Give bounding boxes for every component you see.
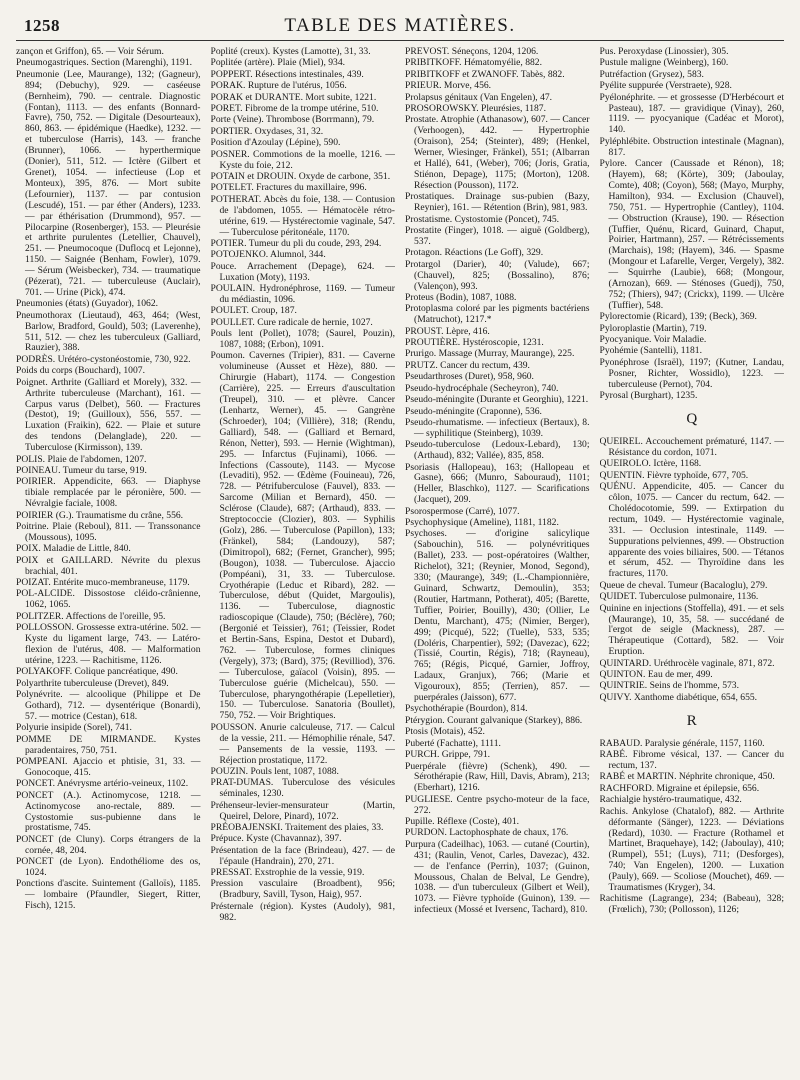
index-entry: POULET. Croup, 187.	[210, 305, 297, 317]
index-entry: Ptérygion. Courant galvanique (Starkey), 886.	[405, 714, 583, 726]
index-entry: Pyrosal (Burghart), 1235.	[599, 390, 698, 402]
index-entry: Psychothérapie (Bourdon), 814.	[405, 703, 528, 715]
index-entry: Psorospermose (Carré), 1077.	[405, 505, 520, 517]
index-entry: Pyonéphrose (Israël), 1197; (Kutner, Landau, Posner, Richter, Wossidlo), 1223. — tuberculeuse (Pernot), 704.	[599, 356, 784, 390]
index-entry: QUINTARD. Uréthrocèle vaginale, 871, 872.	[599, 657, 775, 669]
index-entry: PRAT-DUMAS. Tuberculose des vésicules séminales, 1230.	[210, 777, 395, 800]
index-entry: PRESSAT. Exstrophie de la vessie, 919.	[210, 867, 365, 879]
index-entry: POTIER. Tumeur du pli du coude, 293, 294.	[210, 237, 382, 249]
index-column-2	[211, 47, 396, 1067]
index-entry: PROSOROWSKY. Pleurésies, 1187.	[405, 103, 546, 115]
index-entry: RACHFORD. Migraine et épilepsie, 656.	[599, 782, 760, 794]
index-entry: Ponctions d'ascite. Suintement (Galloïs), 1185. — lombaire (Pfaundler, Siegert, Ritter, Fisch), 1215.	[16, 878, 201, 912]
index-entry: Poitrine. Plaie (Reboul), 811. — Transsonance (Moussous), 1095.	[16, 520, 201, 543]
index-column-3	[405, 47, 590, 1067]
index-entry: QUINTON. Eau de mer, 499.	[599, 669, 713, 681]
running-title: TABLE DES MATIÈRES.	[284, 15, 516, 36]
index-entry: Pneumonies (états) (Guyador), 1062.	[16, 298, 159, 310]
index-entry: Prostatite (Finger), 1018. — aiguë (Goldberg), 537.	[405, 225, 590, 247]
index-entry: POTAIN et DROUIN. Oxyde de carbone, 351.	[210, 170, 391, 182]
index-entry: Position d'Azoulay (Lépine), 590.	[210, 137, 341, 149]
index-entry: Puberté (Fachatte), 1111.	[405, 737, 501, 749]
index-entry: Psychoses. — d'origine salicylique (Sabouchin), 516. — polynévritiques (Ballet), 233. — post-opératoires (Walther, Richelot), 321; (Reynier, Monod, Segond), 330; (Maurange), 349; (L.-Championnière, Guinard, Schwartz, Demoulin), 353; (Routier, Hartmann, Potherat), 405; (Barette, Tuffier, Poirier, Bouilly), 430; (Ollier, Le Dentu, Marchant), 475; (Nimier, Berger), 499; (Picqué), 522; (Tuelle), 533, 535; (Doléris, Charpentier), 592; (Davezac), 622; (Tissié, Courtin, Régis), 718; (Rayneau), 765; (Régis, Picqué, Garnier, Joffroy, Ladaux, Granjux), 766; (Marie et Vigouroux), 855; (Terrien), 857. — puerpérales (Jaisson), 677.	[405, 528, 590, 704]
index-entry: Poplité (creux). Kystes (Lamotte), 31, 33.	[210, 47, 371, 57]
index-entry: Prostate. Atrophie (Athanasow), 607. — Cancer (Verhoogen), 442. — Hypertrophie (Oraison), 254; (Steinter), 489; (Henkel, Werner, Wiesinger, Fränkel), 551; (Albarran et Hallé), 641, (Weber), 706; (Joris, Gratia, Stiénon, Depage), 1175; (Morton), 1208. Résection (Pousson), 1172.	[405, 114, 590, 191]
index-entry: POLITZER. Affections de l'oreille, 95.	[16, 610, 166, 622]
index-entry: Présentation de la face (Brindeau), 427. — de l'épaule (Handrain), 270, 271.	[210, 844, 395, 867]
index-entry: QUÉNU. Appendicite, 405. — Cancer du côlon, 1075. — Cancer du rectum, 642. — Cholédocotomie, 599. — Extirpation du rectum, 1049. — Hystérectomie vaginale, 331. — Occlusion intestinale, 1149. — Suppurations pelviennes, 499. — Obstruction apparente des voies biliaires, 500. — Tétanos et sérum, 452. — Thyroïdine dans les fractures, 1170.	[599, 481, 784, 580]
index-entry: Pyloroplastie (Martin), 719.	[599, 322, 707, 334]
index-entry: Pseudo-tuberculose (Ledoux-Lebard), 130; (Arthaud), 832; Vallée), 835, 858.	[405, 439, 590, 462]
index-entry: Polyarthrite tuberculeuse (Drevet), 849.	[16, 677, 169, 689]
index-entry: Pupille. Réflexe (Coste), 401.	[405, 816, 520, 828]
index-entry: Pseudo-rhumatisme. — infectieux (Bertaux), 8. — syphilitique (Steinberg), 1039.	[405, 416, 590, 439]
index-entry: Protargol (Darier), 40; (Valude), 667; (Chauvel), 825; (Bossalino), 876; (Valençon), 993.	[405, 258, 590, 292]
index-entry: RABÉ. Fibrome vésical, 137. — Cancer du rectum, 137.	[599, 749, 784, 772]
index-entry: PRIBITKOFF et ZWANOFF. Tabès, 882.	[405, 68, 565, 80]
index-entry: POIRIER (G.). Traumatisme du crâne, 556.	[16, 509, 184, 521]
index-entry: POLLOSSON. Grossesse extra-utérine. 502. — Kyste du ligament large, 743. — Latéro-flexion de l'utérus, 408. — Malformation utérine, 1223. — Rachitisme, 1126.	[16, 622, 201, 666]
index-entry: PRUTZ. Cancer du rectum, 439.	[405, 359, 530, 371]
index-entry: Prolapsus génitaux (Van Engelen), 47.	[405, 91, 553, 103]
index-entry: Pseudo-méningite (Craponne), 536.	[405, 405, 542, 417]
index-entry: POTELET. Fractures du maxillaire, 996.	[210, 182, 367, 194]
index-entry: Poignet. Arthrite (Galliard et Morely), 332. — Arthrite tuberculeuse (Marchant), 161. — Carpus varus (Delbet), 560. — Fractures (Destot), 19; (Guilloux), 556, 557. — Luxation (Fraikin), 622. — Plaie et suture des tendons (Delanglade), 220. — Tuberculose (Kirmisson), 139.	[16, 376, 201, 454]
index-entry: Pseudarthroses (Duret), 958, 960.	[405, 371, 534, 383]
index-entry: Purpura (Cadeilhac), 1063. — cutané (Courtin), 431; (Raulin, Venot, Carles, Davezac), 432. — de l'enfance (Perrin), 1037; (Guinon, Moussous, Chalan de Belval, Le Gendre), 1038. — d'un tuberculeux (Gilbert et Weil), 1073. — Fièvre typhoïde (Guinon), 139. — infectieux (Mossé et Iversenc, Tachard), 810.	[405, 838, 590, 916]
index-entry: POUZIN. Pouls lent, 1087, 1088.	[210, 765, 339, 777]
index-entry: POIRIER. Appendicite, 663. — Diaphyse tibiale remplacée par le péronière, 500. — Névralgie faciale, 1008.	[16, 476, 201, 510]
index-entry: Pylorectomie (Ricard), 139; (Beck), 369.	[599, 311, 757, 323]
index-entry: Polyurie insipide (Sorel), 741.	[16, 722, 132, 734]
index-entry: Pseudo-méningite (Durante et Georghiu), 1221.	[405, 394, 589, 406]
index-entry: RABAUD. Paralysie générale, 1157, 1160.	[599, 737, 765, 749]
index-entry: PRIBITKOFF. Hématomyélie, 882.	[405, 57, 543, 69]
index-entry: POTHERAT. Abcès du foie, 138. — Contusion de l'abdomen, 1055. — Hématocèle rétro-utérine, 619. — Hystérectomie vaginale, 547. — Tuberculose péritonéale, 1170.	[210, 193, 395, 238]
page-number: 1258	[24, 16, 60, 35]
index-entry: Rachis. Ankylose (Chatalof), 882. — Arthrite déformante (Sänger), 1223. — Déviations (Redard), 1030. — Fracture (Rothamel et Martinet, Braquehaye), 142; (Jaboulay), 410; (Rumpel), 551; (Luys), 711; (Desforges), 740; Van Engelen), 1200. — Luxation (Pauly), 669. — Scoliose (Mouchet), 469. — Traumatismes (Kryger), 34.	[599, 805, 784, 894]
index-entry: PONCET (de Lyon). Endothéliome des os, 1024.	[16, 856, 201, 879]
index-entry: Pus. Peroxydase (Linossier), 305.	[599, 47, 729, 57]
letter-heading: R	[686, 712, 697, 729]
index-entry: PODRÈS. Urétéro-cystonéostomie, 730, 922.	[16, 353, 191, 365]
index-entry: POULLET. Cure radicale de hernie, 1027.	[210, 316, 373, 328]
index-entry: QUIVY. Xanthome diabétique, 654, 655.	[599, 691, 758, 703]
index-entry: POMPEANI. Ajaccio et phtisie, 31, 33. — Gonocoque, 415.	[16, 756, 201, 778]
index-entry: POIZAT. Entérite muco-membraneuse, 1179.	[16, 577, 190, 588]
index-entry: Pyocyanique. Voir Maladie.	[599, 334, 707, 346]
index-entry: QUINTRIE. Seins de l'homme, 573.	[599, 680, 739, 692]
index-entry: QUEIROLO. Ictère, 1168.	[599, 458, 702, 470]
index-entry: POPPERT. Résections intestinales, 439.	[210, 68, 364, 80]
index-entry: Pyélite suppurée (Verstraete), 928.	[599, 80, 732, 92]
index-entry: Pneumothorax (Lieutaud), 463, 464; (West, Barlow, Bradford, Gould), 503; (Laverenhe), 511, 512. — chez les tuberculeux (Galliard, Rauzier), 388.	[16, 309, 201, 354]
index-entry: POL-ALCIDE. Dissostose cléido-crânienne, 1062, 1065.	[16, 588, 201, 611]
index-entry: PRIEUR. Morve, 456.	[405, 80, 492, 92]
index-entry: QUENTIN. Fièvre typhoïde, 677, 705.	[599, 469, 749, 481]
index-entry: Protoplasma coloré par les pigments bactériens (Matruchot), 1217.*	[405, 303, 590, 326]
index-entry: POINEAU. Tumeur du tarse, 919.	[16, 464, 147, 476]
index-entry: Protagon. Réactions (Le Goff), 329.	[405, 247, 544, 259]
index-entry: Polynévrite. — alcoolique (Philippe et De Gothard), 712. — dysentérique (Bonardi), 57. — motrice (Cestan), 618.	[16, 689, 201, 722]
page-header	[16, 14, 784, 41]
index-entry: Pseudo-hydrocéphale (Secheyron), 740.	[405, 382, 559, 394]
index-entry: PRÉVOST. Séneçons, 1204, 1206.	[405, 47, 539, 57]
index-entry: PONCET. Anévrysme artério-veineux, 1102.	[16, 778, 189, 790]
index-entry: Rachialgie hystéro-traumatique, 432.	[599, 794, 742, 806]
index-entry: Prostatisme. Cystostomie (Poncet), 745.	[405, 213, 560, 225]
index-entry: RABÉ et MARTIN. Néphrite chronique, 450.	[599, 771, 775, 783]
index-columns	[16, 47, 784, 1067]
index-column-4	[600, 47, 785, 1067]
index-entry: PRÉOBAJENSKI. Traitement des plaies, 33.	[210, 821, 384, 833]
index-entry: Préhenseur-levier-mensurateur (Martin, Queirel, Delore, Pinard), 1072.	[210, 799, 395, 822]
index-entry: Psychophysique (Ameline), 1181, 1182.	[405, 517, 559, 529]
index-entry: POIX et GAILLARD. Névrite du plexus brachial, 401.	[16, 554, 201, 577]
index-entry: PUGLIESE. Centre psycho-moteur de la face, 272.	[405, 793, 590, 816]
index-entry: Pyélonéphrite. — et grossesse (D'Herbécourt et Pasteau), 187. — gravidique (Vinay), 260, 1119. — pyocyanique (Cadéac et Morot), 140.	[599, 91, 784, 136]
index-entry: Pression vasculaire (Broadbent), 956; (Bradbury, Savill, Tyson, Haig), 957.	[210, 878, 395, 901]
index-entry: Pouce. Arrachement (Depage), 624. — Luxation (Moty), 1193.	[210, 260, 395, 283]
index-entry: PROUTIÈRE. Hystéroscopie, 1231.	[405, 337, 544, 349]
index-entry: POUSSON. Anurie calculeuse, 717. — Calcul de la vessie, 211. — Hémophilie rénale, 547. — Pansements de la vessie, 1193. — Réjection prostatique, 1172.	[210, 721, 395, 766]
index-entry: Prépuce. Kyste (Chavannaz), 397.	[210, 833, 342, 845]
index-entry: Prostatiques. Drainage sus-pubien (Bazy, Reynier), 161. — Rétention (Brin), 981, 983.	[405, 191, 590, 214]
index-entry: Prurigo. Massage (Murray, Maurange), 225.	[405, 348, 575, 360]
index-entry: Rachitisme (Lagrange), 234; (Babeau), 328; (Frœlich), 730; (Pollosson), 1126;	[599, 893, 784, 916]
index-entry: PONCET (A.). Actinomycose, 1218. — Actinomycose ano-rectale, 889. — Cystostomie sus-pubienne dans le prostatisme, 745.	[16, 789, 201, 834]
letter-heading: Q	[686, 411, 698, 427]
index-entry: zançon et Griffon), 65. — Voir Sérum.	[16, 47, 164, 57]
index-entry: POMME DE MIRMANDE. Kystes paradentaires, 750, 751.	[16, 733, 201, 756]
index-entry: Pouls lent (Pollet), 1078; (Saurel, Pouzin), 1087, 1088; (Erbon), 1091.	[210, 328, 395, 351]
index-entry: Putréfaction (Grysez), 583.	[599, 68, 704, 80]
index-entry: QUIDET. Tuberculose pulmonaire, 1136.	[599, 591, 759, 603]
index-entry: Présternale (région). Kystes (Audoly), 981, 982.	[210, 900, 395, 923]
index-entry: PROUST. Lèpre, 416.	[405, 325, 490, 337]
index-entry: PORAK et DURANTE. Mort subite, 1221.	[210, 91, 377, 103]
index-entry: POLIS. Plaie de l'abdomen, 1207.	[16, 453, 147, 465]
index-column-1	[16, 47, 201, 1067]
index-entry: POSNER. Commotions de la moelle, 1216. — Kyste du foie, 212.	[210, 148, 395, 171]
index-entry: Ptosis (Motais), 452.	[405, 726, 485, 738]
index-entry: Pneumonie (Lee, Maurange), 132; (Gagneur), 894; (Debuchy), 929. — caséeuse (Bernheim), 790. — centrale. Diagnostic (Fontan), 1113. — des enfants (Bonnard-Favre), 750, 752. — Digitale (Desourteaux), 860, 863. — épidémique (Haedke), 1232. — et tuberculose (Harris), 143. — franche (Brunner), 1066. — hyperthermique (Donier), 511, 512. — Ictère (Gilbert et Grenet), 1054. — infectieuse (Lop et Monteux), 395, 876. — Mort subite (Lefournier), 1137. — par contusion (Lescudé), 151. — par éther (Anders), 1233. — par éthérisation (Drummond), 957. — Pilocarpine (Rosenberger), 153. — Pleurésie et arthrite purulentes (Letellier, Chauvel), 251. — Pneumocoque (Duflocq et Lejonne), 1150. — Saignée (Benham, Fowler), 1079. — Sérum (Weisbecker), 734. — traumatique (Pézerat), 721. — tuberculeuse (Auclair), 701. — Urine (Pick), 474.	[16, 68, 201, 298]
index-entry: Porte (Veine). Thrombose (Borrmann), 79.	[210, 114, 375, 126]
index-entry: POIX. Maladie de Little, 840.	[16, 543, 131, 555]
index-entry: Pyléphlébite. Obstruction intestinale (Magnan), 817.	[599, 135, 784, 158]
index-entry: PONCET (de Cluny). Corps étrangers de la cornée, 48, 204.	[16, 833, 201, 856]
index-entry: POULAIN. Hydronéphrose, 1169. — Tumeur du médiastin, 1096.	[210, 283, 395, 305]
index-entry: Pustule maligne (Weinberg), 160.	[599, 57, 729, 69]
index-entry: Poplitée (artère). Plaie (Miel), 934.	[210, 57, 346, 69]
index-entry: Proteus (Bodin), 1087, 1088.	[405, 291, 517, 303]
index-entry: QUEIREL. Accouchement prématuré, 1147. — Résistance du cordon, 1071.	[599, 436, 784, 458]
index-entry: PURCH. Grippe, 791.	[405, 749, 491, 761]
index-entry: Psoriasis (Hallopeau), 163; (Hallopeau et Gasne), 666; (Munro, Sabouraud), 1101; (Heller, Blaschko), 1127. — Scarifications (Jacquet), 209.	[405, 461, 590, 506]
index-entry: Pneumogastriques. Section (Marenghi), 1191.	[16, 57, 193, 69]
index-entry: Poumon. Cavernes (Tripier), 831. — Caverne volumineuse (Ausset et Hèze), 880. — Chirurgie (Habart), 1174. — Congestion (Carrière), 225. — Erreurs d'auscultation (Treupel), 310. — et plèvre. Cancer (Lenhartz, Werner), 45. — Gangrène (Schroeder), 104; (Villière), 318; (Rendu, Galliard), 548. — (Galliard et Bernard, Rénon, Netter), 593. — Hernie (Wightman), 295. — Infarctus (Fujinami), 1066. — Infections (Cassoute), 1143. — Mycose (Levaditi), 952. — Œdème (Fouineau), 726, 728. — Pétrifuberculose (Fauvel), 833. — Sarcome (Milian et Bernard), 450. — Sclérose (Claude), 687; (Arthaud), 833. — Streptococcie (Clozier), 803. — Syphilis (Golz), 286. — Tuberculose (Papillon), 133; (Fränkel), 584; (Landouzy), 587; (Dimitropol), 682; (Fernet, Grancher), 995; (Bougon), 1038. — Tuberculose. Ajaccio (Pompéani), 31, 33. — Tuberculose. Cryothérapie (Leduc et Ribard), 282. — Tuberculose, début (Quidet, Margoulis), 1136. — Tuberculose, diagnostic radioscopique (Claude), 750; (Béclère), 760; (Bergonié et Teissier), 761; (Teissier, Rodet et Bertin-Sans, Espina, Destot et Dubard), 762. — Tuberculose, formes cliniques (Vergely), 373; (Bard), 375; (Revilliod), 376. — Tuberculose, gaïacol (Voisin), 895. — Tuberculose guérie (Michelcau), 550. — Tuberculose, pharyngothérapie (Lepelletier), 150. — Tuberculose. Sanatoria (Boullet), 750, 752. — Voir Brightiques.	[210, 350, 395, 722]
index-entry: PURDON. Lactophosphate de chaux, 176.	[405, 827, 569, 839]
index-entry: Queue de cheval. Tumeur (Bacaloglu), 279.	[599, 579, 768, 591]
index-entry: POLYAKOFF. Colique pancréatique, 490.	[16, 666, 178, 678]
index-entry: Puerpérale (fièvre) (Schenk), 490. — Sérothérapie (Raw, Hill, Davis, Abram), 213; (Eberhart), 1216.	[405, 760, 590, 794]
index-entry: PORET. Fibrome de la trompe utérine, 510.	[210, 103, 379, 115]
index-entry: Poids du corps (Bouchard), 1007.	[16, 365, 145, 377]
index-entry: PORTIER. Oxydases, 31, 32.	[210, 125, 324, 137]
index-entry: Quinine en injections (Stoffella), 491. — et sels (Maurange), 10, 35, 58. — succédané de l'ergot de seigle (Mackness), 287. — Thérapeutique (Cottard), 582. — Voir Eruption.	[599, 602, 784, 658]
index-entry: PORAK. Rupture de l'utérus, 1056.	[210, 80, 347, 92]
index-entry: Pyohémie (Santelli), 1181.	[599, 345, 702, 357]
index-entry: Pylore. Cancer (Caussade et Rénon), 18; (Hayem), 68; (Körte), 309; (Jaboulay, Comte), 408; (Coyon), 568; (Mayo, Murphy, Hamilton), 934. — Exclusion (Chauvel), 750, 751. — Hypertrophie (Cantley), 1104. — Obstruction (Krause), 190. — Résection (Tuffier, Quénu, Ricard, Guinard, Chaput, Poirier, Hartmann), 257. — Rétrécissements (Marchais), 198; (Hayem), 346. — Spasme (Mongour et Lafarelle, Verger, Vergely), 382. — Squirrhe (Laubie), 668; (Mongour, (Arnozan), 669. — Sténoses (Guedj), 750, 752; (Thiers), 947; (Crickx), 1199. — Ulcère (Tuffier), 548.	[599, 158, 784, 311]
index-entry: POTOJENKO. Alumnol, 344.	[210, 249, 326, 261]
